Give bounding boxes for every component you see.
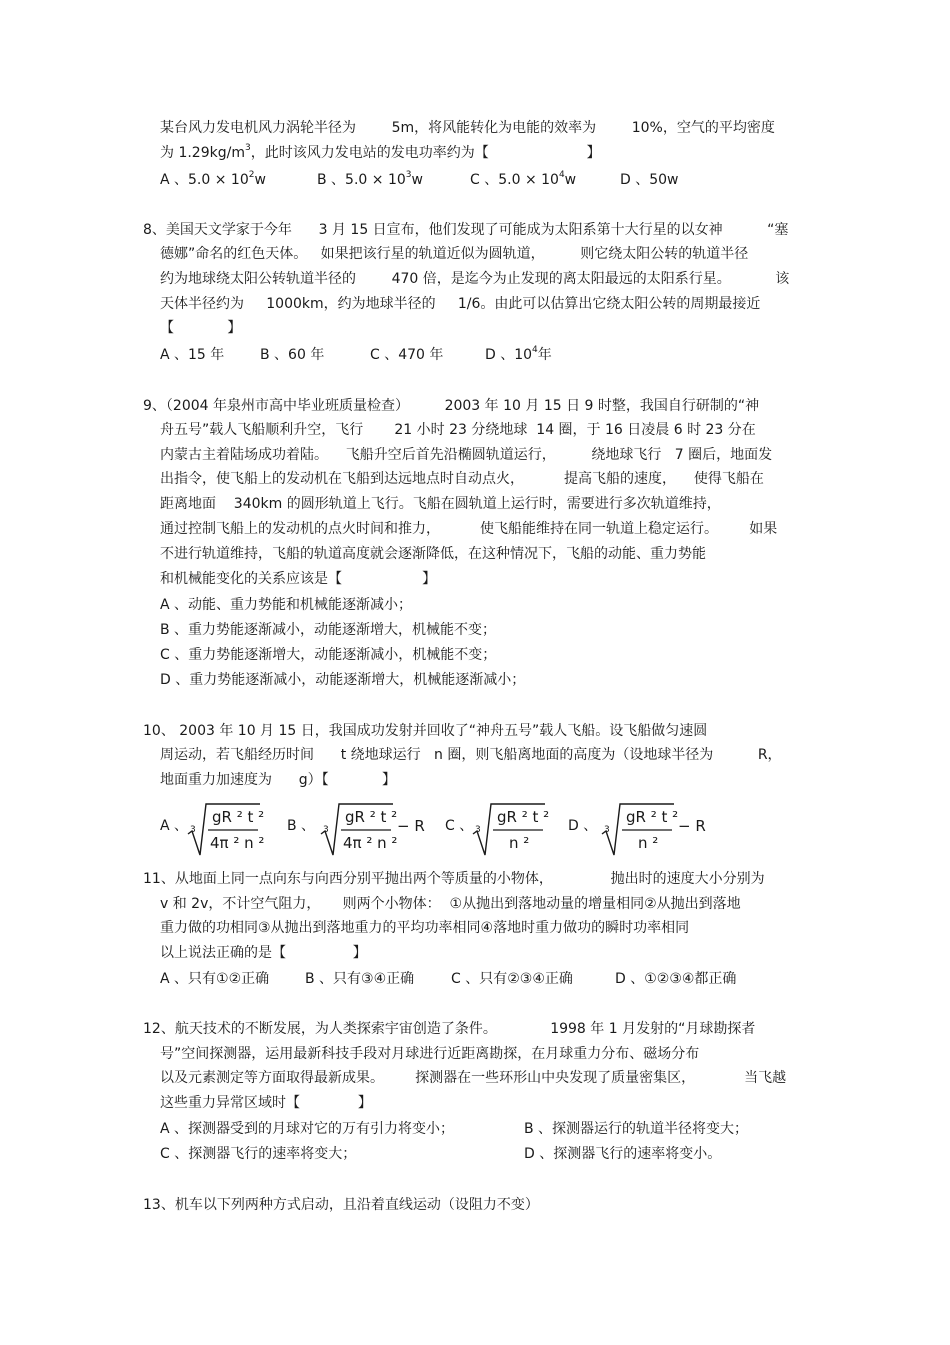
q9-option-b[interactable]: B 、重力势能逐渐减小，动能逐渐增大，机械能不变； (160, 622, 497, 638)
q8-option-d[interactable]: D 、$10^4$年 (485, 345, 552, 363)
q7-line-1: 某台风力发电机风力涡轮半径为 5m，将风能转化为电能的效率为 10%，空气的平均密度 (160, 120, 775, 136)
q12-line-1: 12、航天技术的不断发展，为人类探索宇宙创造了条件。 1998 年 1 月发射的“月球勘探者 (143, 1021, 756, 1037)
fraction-numerator: gR ² t ² (345, 808, 398, 826)
q11-line-1: 11、从地面上同一点向东与向西分别平抛出两个等质量的小物体， 抛出时的速度大小分别为 (143, 871, 765, 887)
fraction-denominator: 4π ² n ² (210, 834, 265, 852)
q10-option-c-label: C 、 (445, 818, 474, 834)
minus-r: − R (678, 817, 706, 835)
root-index: 3 (604, 825, 610, 835)
fraction-denominator: 4π ² n ² (343, 834, 398, 852)
q7-line-2: 为 $1.29kg/m^3$，此时该风力发电站的发电功率约为【 】 (160, 143, 601, 161)
q10-formula-options (160, 800, 720, 860)
q11-line-3: 重力做的功相同③从抛出到落地重力的平均功率相同④落地时重力做功的瞬时功率相同 (160, 920, 690, 936)
q9-option-c[interactable]: C 、重力势能逐渐增大，动能逐渐减小，机械能不变； (160, 647, 497, 663)
q9-line-1: 9、（2004 年泉州市高中毕业班质量检查） 2003 年 10 月 15 日 9 时整，我国自行研制的“神 (143, 398, 760, 414)
minus-r: − R (397, 817, 425, 835)
q11-line-4: 以上说法正确的是【 】 (160, 945, 367, 961)
q10-option-d-label: D 、 (568, 818, 598, 834)
q10-line-1: 10、 2003 年 10 月 15 日，我国成功发射并回收了“神舟五号”载人飞船。设飞船做匀速圆 (143, 723, 708, 739)
q11-option-b[interactable]: B 、只有③④正确 (305, 971, 415, 987)
q8-line-4: 天体半径约为 1000km，约为地球半径的 1/6。由此可以估算出它绕太阳公转的周期最接近 (160, 296, 761, 312)
q11-option-a[interactable]: A 、只有①②正确 (160, 971, 270, 987)
q12-options-row-1 (160, 1119, 860, 1139)
q11-option-c[interactable]: C 、只有②③④正确 (451, 971, 573, 987)
q10-line-2: 周运动，若飞船经历时间 t 绕地球运行 n 圈，则飞船离地面的高度为（设地球半径为 R， (160, 747, 782, 763)
q11-option-d[interactable]: D 、①②③④都正确 (615, 971, 737, 987)
q12-line-3: 以及元素测定等方面取得最新成果。 探测器在一些环形山中央发现了质量密集区， 当飞越 (160, 1070, 787, 1086)
root-index: 3 (190, 825, 196, 835)
q10-option-a[interactable] (160, 800, 270, 860)
q10-option-b[interactable] (287, 800, 437, 860)
root-index: 3 (323, 825, 329, 835)
q8-options (160, 345, 860, 365)
q12-option-d[interactable]: D 、探测器飞行的速率将变小。 (524, 1146, 722, 1162)
q9-line-4: 出指令，使飞船上的发动机在飞船到达远地点时自动点火， 提高飞船的速度， 使得飞船在 (160, 471, 764, 487)
q8-line-3: 约为地球绕太阳公转轨道半径的 470 倍，是迄今为止发现的离太阳最远的太阳系行星。 该 (160, 271, 790, 287)
q9-line-2: 舟五号”载人飞船顺利升空，飞行 21 小时 23 分绕地球 14 圈，于 16 日凌晨 6 时 23 分在 (160, 422, 756, 438)
q8-option-a[interactable]: A 、15 年 (160, 347, 225, 363)
q7-option-b[interactable]: B 、$5.0 \times 10^3w$ (317, 170, 423, 188)
q9-option-d[interactable]: D 、重力势能逐渐减小，动能逐渐增大，机械能逐渐减小； (160, 672, 526, 688)
q11-line-2: v 和 2v，不计空气阻力， 则两个小物体： ①从抛出到落地动量的增量相同②从抛出到落地 (160, 896, 741, 912)
q10-line-3: 地面重力加速度为 g）【 】 (160, 772, 396, 788)
fraction-denominator: n ² (509, 834, 530, 852)
q8-line-1: 8、美国天文学家于今年 3 月 15 日宣布，他们发现了可能成为太阳系第十大行星的以女神 “塞 (143, 222, 789, 238)
q12-line-2: 号”空间探测器，运用最新科技手段对月球进行近距离勘探，在月球重力分布、磁场分布 (160, 1046, 700, 1062)
q9-line-5: 距离地面 340km 的圆形轨道上飞行。飞船在圆轨道上运行时，需要进行多次轨道维持， (160, 496, 721, 512)
q7-option-c[interactable]: C 、$5.0 \times 10^4w$ (470, 170, 577, 188)
q10-option-d[interactable] (568, 800, 718, 860)
q11-options (160, 969, 860, 989)
fraction-numerator: gR ² t ² (626, 808, 679, 826)
q12-option-c[interactable]: C 、探测器飞行的速率将变大； (160, 1146, 357, 1162)
q9-line-8: 和机械能变化的关系应该是【 】 (160, 571, 437, 587)
fraction-numerator: gR ² t ² (212, 808, 265, 826)
q7-options (160, 170, 860, 190)
q12-option-b[interactable]: B 、探测器运行的轨道半径将变大； (524, 1121, 749, 1137)
q12-line-4: 这些重力异常区域时【 】 (160, 1095, 372, 1111)
fraction-denominator: n ² (638, 834, 659, 852)
q9-line-6: 通过控制飞船上的发动机的点火时间和推力， 使飞船能维持在同一轨道上稳定运行。 如果 (160, 521, 778, 537)
q12-options-row-2 (160, 1144, 860, 1164)
q8-option-c[interactable]: C 、470 年 (370, 347, 444, 363)
q9-line-7: 不进行轨道维持，飞船的轨道高度就会逐渐降低，在这种情况下，飞船的动能、重力势能 (160, 546, 706, 562)
q9-option-a[interactable]: A 、动能、重力势能和机械能逐渐减小； (160, 597, 413, 613)
q10-option-c[interactable] (445, 800, 555, 860)
q10-option-a-label: A 、 (160, 818, 189, 834)
q7-option-a[interactable]: A 、$5.0 \times 10^2w$ (160, 170, 266, 188)
fraction-numerator: gR ² t ² (497, 808, 550, 826)
root-index: 3 (475, 825, 481, 835)
q13-line-1: 13、机车以下列两种方式启动，且沿着直线运动（设阻力不变） (143, 1197, 539, 1213)
q7-option-d[interactable]: D 、50w (620, 172, 679, 188)
q8-option-b[interactable]: B 、60 年 (260, 347, 325, 363)
q12-option-a[interactable]: A 、探测器受到的月球对它的万有引力将变小； (160, 1121, 455, 1137)
q9-line-3: 内蒙古主着陆场成功着陆。 飞船升空后首先沿椭圆轨道运行， 绕地球飞行 7 圈后，地面发 (160, 447, 773, 463)
q10-option-b-label: B 、 (287, 818, 316, 834)
q8-line-2: 德娜”命名的红色天体。 如果把该行星的轨道近似为圆轨道， 则它绕太阳公转的轨道半径 (160, 246, 749, 262)
q8-line-5: 【 】 (160, 320, 242, 336)
